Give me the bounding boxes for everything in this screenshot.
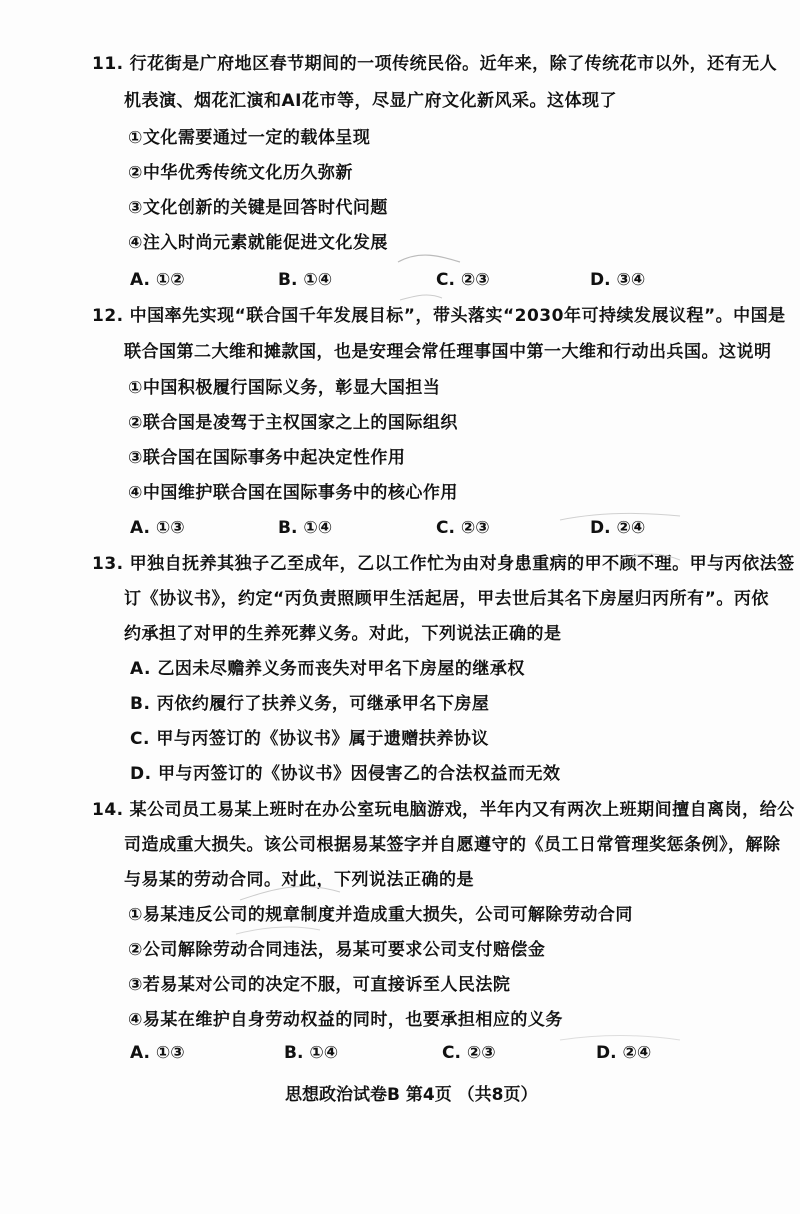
pencil-scribble-6 bbox=[236, 927, 320, 934]
question-number: 13. bbox=[92, 554, 124, 574]
question-12-item-3: ③联合国在国际事务中起决定性作用 bbox=[128, 448, 406, 468]
question-12-option-d: D. ②④ bbox=[590, 518, 646, 538]
question-11-option-a: A. ①② bbox=[130, 270, 185, 290]
question-14-stem-line-1 bbox=[92, 798, 795, 822]
question-13-option-c: C. 甲与丙签订的《协议书》属于遗赠扶养协议 bbox=[130, 729, 489, 749]
question-11-item-3: ③文化创新的关键是回答时代问题 bbox=[128, 198, 388, 218]
question-12-stem-line-1 bbox=[92, 304, 786, 328]
stem-text: 某公司员工易某上班时在办公室玩电脑游戏，半年内又有两次上班期间擅自离岗，给公 bbox=[129, 800, 795, 820]
question-14-option-c: C. ②③ bbox=[442, 1043, 496, 1063]
pencil-scribble-1 bbox=[398, 255, 460, 262]
page-footer: 思想政治试卷B 第4页 （共8页） bbox=[285, 1085, 538, 1105]
question-12-item-4: ④中国维护联合国在国际事务中的核心作用 bbox=[128, 483, 458, 503]
question-13-option-a: A. 乙因未尽赡养义务而丧失对甲名下房屋的继承权 bbox=[130, 659, 525, 679]
question-number: 12. bbox=[92, 306, 124, 326]
question-14-item-3: ③若易某对公司的决定不服，可直接诉至人民法院 bbox=[128, 975, 511, 995]
stem-text: 甲独自抚养其独子乙至成年，乙以工作忙为由对身患重病的甲不顾不理。甲与丙依法签 bbox=[129, 554, 795, 574]
question-12-option-c: C. ②③ bbox=[436, 518, 490, 538]
question-12-item-1: ①中国积极履行国际义务，彰显大国担当 bbox=[128, 378, 441, 398]
question-13-option-d: D. 甲与丙签订的《协议书》因侵害乙的合法权益而无效 bbox=[130, 764, 561, 784]
question-14-item-4: ④易某在维护自身劳动权益的同时，也要承担相应的义务 bbox=[128, 1010, 563, 1030]
stem-text: 中国率先实现“联合国千年发展目标”，带头落实“2030年可持续发展议程”。中国是 bbox=[129, 306, 786, 326]
question-12-option-a: A. ①③ bbox=[130, 518, 185, 538]
question-11-item-1: ①文化需要通过一定的载体呈现 bbox=[128, 128, 371, 148]
question-11-option-d: D. ③④ bbox=[590, 270, 646, 290]
question-14-stem-line-2: 司造成重大损失。该公司根据易某签字并自愿遵守的《员工日常管理奖惩条例》，解除 bbox=[124, 835, 781, 855]
question-13-stem-line-3: 约承担了对甲的生养死葬义务。对此，下列说法正确的是 bbox=[124, 624, 562, 644]
question-14-option-a: A. ①③ bbox=[130, 1043, 185, 1063]
question-13-stem-line-2: 订《协议书》，约定“丙负责照顾甲生活起居，甲去世后其名下房屋归丙所有”。丙依 bbox=[124, 589, 769, 609]
pencil-scribble-2 bbox=[400, 295, 442, 300]
question-14-option-d: D. ②④ bbox=[596, 1043, 652, 1063]
question-14-item-2: ②公司解除劳动合同违法，易某可要求公司支付赔偿金 bbox=[128, 940, 546, 960]
question-12-option-b: B. ①④ bbox=[278, 518, 333, 538]
question-11-stem-line-2: 机表演、烟花汇演和AI花市等，尽显广府文化新风采。这体现了 bbox=[124, 91, 617, 111]
question-11-item-4: ④注入时尚元素就能促进文化发展 bbox=[128, 233, 388, 253]
question-11-stem-line-1 bbox=[92, 52, 777, 76]
question-13-option-b: B. 丙依约履行了扶养义务，可继承甲名下房屋 bbox=[130, 694, 490, 714]
question-14-option-b: B. ①④ bbox=[284, 1043, 339, 1063]
question-11-option-c: C. ②③ bbox=[436, 270, 490, 290]
question-11-option-b: B. ①④ bbox=[278, 270, 333, 290]
question-13-stem-line-1 bbox=[92, 552, 795, 576]
question-14-item-1: ①易某违反公司的规章制度并造成重大损失，公司可解除劳动合同 bbox=[128, 905, 633, 925]
question-11-item-2: ②中华优秀传统文化历久弥新 bbox=[128, 163, 353, 183]
stem-text: 行花街是广府地区春节期间的一项传统民俗。近年来，除了传统花市以外，还有无人 bbox=[129, 54, 778, 74]
question-number: 14. bbox=[92, 800, 124, 820]
question-12-item-2: ②联合国是凌驾于主权国家之上的国际组织 bbox=[128, 413, 458, 433]
question-14-stem-line-3: 与易某的劳动合同。对此，下列说法正确的是 bbox=[124, 870, 474, 890]
pencil-scribble-7 bbox=[560, 1036, 680, 1041]
question-number: 11. bbox=[92, 54, 124, 74]
question-12-stem-line-2: 联合国第二大维和摊款国，也是安理会常任理事国中第一大维和行动出兵国。这说明 bbox=[124, 342, 772, 362]
